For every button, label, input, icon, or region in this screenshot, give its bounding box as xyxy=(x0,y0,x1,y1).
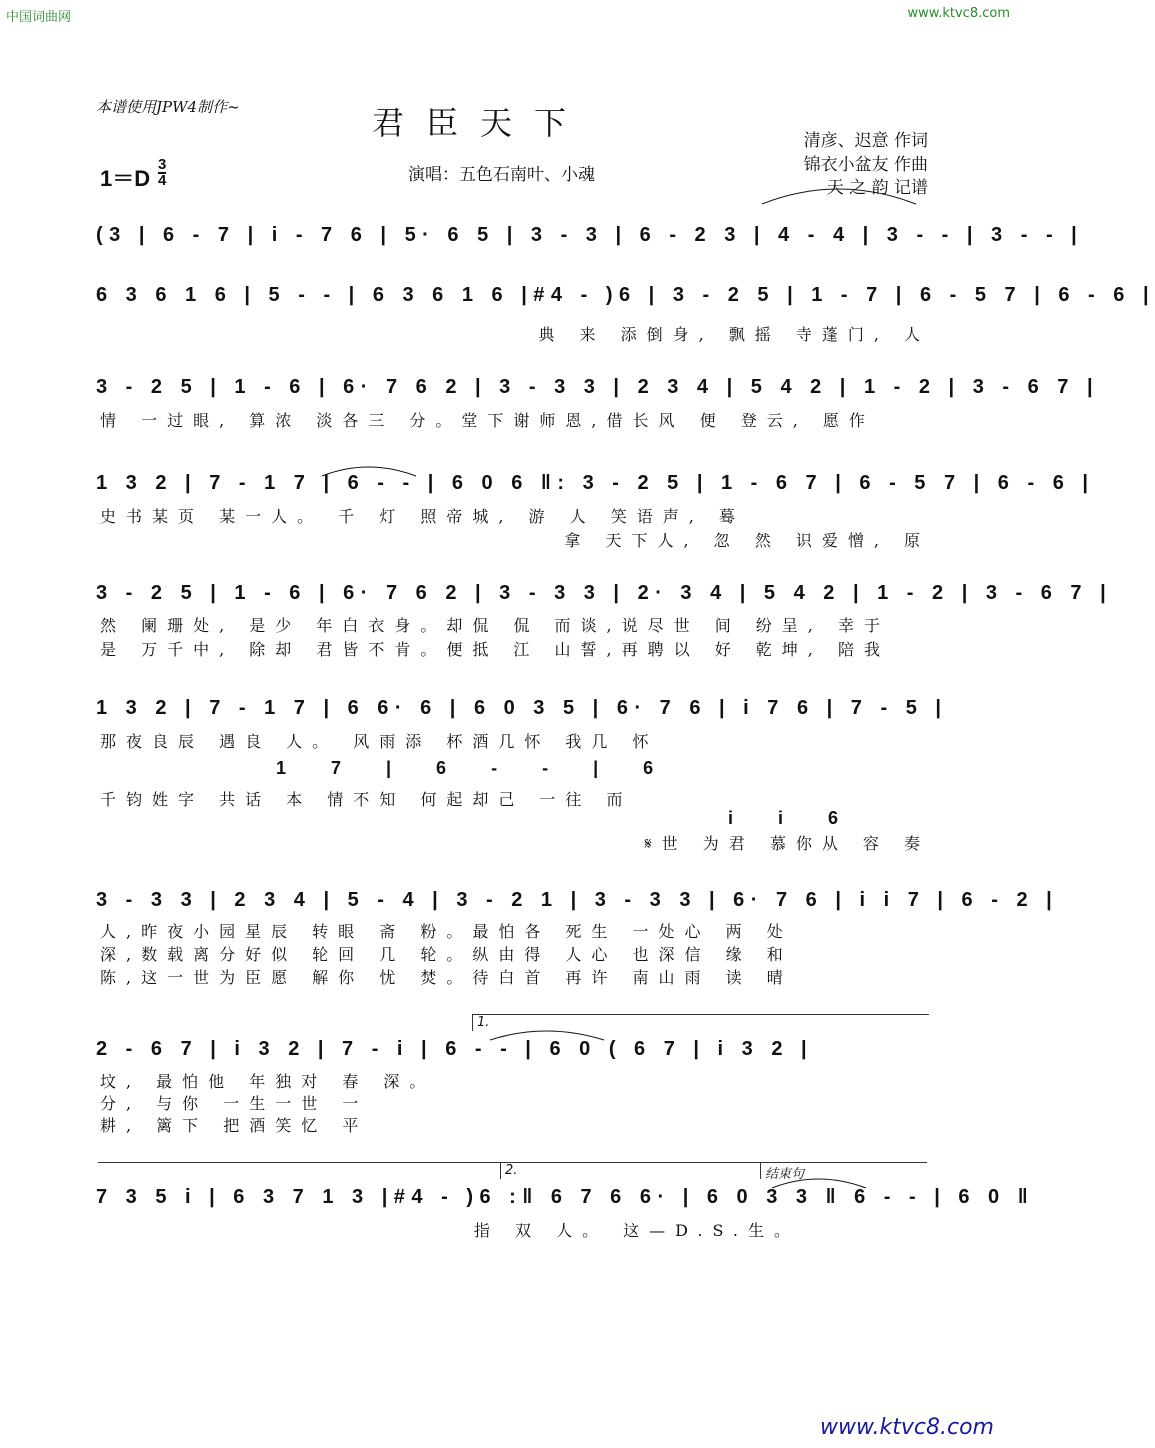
lyric-line-4b: 拿 天下人, 忽 然 识爱憎, 原 xyxy=(564,531,930,550)
page-title: 君臣天下 xyxy=(372,104,589,142)
alt-notes-1: 1 7 | 6 - - | 6 xyxy=(276,758,674,778)
score-line-5: 3 - 2 5 | 1 - 6 | 6· 7 6 2 | 3 - 3 3 | 2· 3 4 | 5 4 2 | 1 - 2 | 3 - 6 7 | xyxy=(96,582,1113,604)
slur-mark xyxy=(760,178,920,208)
lyric-line-8b: 分, 与你 一生一世 一 xyxy=(100,1094,369,1113)
volta-final-ending: 结束句 xyxy=(760,1162,927,1179)
lyric-line-9: 指 双 人。 这—D.S.生。 xyxy=(473,1221,800,1240)
volta-second-ending: 2. xyxy=(500,1162,755,1179)
lyric-line-2: 典 来 添倒身, 飘摇 寺蓬门, 人 xyxy=(538,325,930,344)
score-line-4: 1 3 2 | 7 - 1 7 | 6 - - | 6 0 6 ‖: 3 - 2 5 | 1 - 6 7 | 6 - 5 7 | 6 - 6 | xyxy=(96,472,1095,494)
score-line-3: 3 - 2 5 | 1 - 6 | 6· 7 6 2 | 3 - 3 3 | 2 3 4 | 5 4 2 | 1 - 2 | 3 - 6 7 | xyxy=(96,376,1100,398)
score-line-9: 7 3 5 i | 6 3 7 1 3 |#4 - )6 :‖ 6 7 6 6· | 6 0 3 3 ‖ 6 - - | 6 0 ‖ xyxy=(96,1186,1035,1208)
transcriber-credit: 天 之 韵 记谱 xyxy=(826,178,928,198)
lyric-line-8a: 坟, 最怕他 年独对 春 深。 xyxy=(100,1072,436,1091)
volta-first-ending: 1. xyxy=(472,1014,929,1031)
lyric-line-4a: 史书某页 某一人。 千 灯 照帝城, 游 人 笑语声, 蓦 xyxy=(100,507,745,526)
composer-credit: 锦衣小盆友 作曲 xyxy=(803,155,928,175)
lyric-line-7a: 人,昨夜小园星辰 转眼 斋 粉。最怕各 死生 一处心 两 处 xyxy=(100,922,793,941)
slur-mark xyxy=(320,460,420,480)
lyric-line-7b: 深,数载离分好似 轮回 几 轮。纵由得 人心 也深信 缘 和 xyxy=(100,945,793,964)
lyric-line-5b: 是 万千中, 除却 君皆不肯。便抵 江 山誓,再聘以 好 乾坤, 陪我 xyxy=(100,640,890,659)
time-signature xyxy=(158,158,166,188)
lyric-line-5a: 然 阑珊处, 是少 年白衣身。却侃 侃 而谈,说尽世 间 纷呈, 幸于 xyxy=(100,616,890,635)
score-line-1: (3 | 6 - 7 | i - 7 6 | 5· 6 5 | 3 - 3 | 6 - 2 3 | 4 - 4 | 3 - - | 3 - - | xyxy=(96,224,1084,246)
singer-credit: 演唱：五色石南叶、小魂 xyxy=(408,165,595,185)
slur-mark xyxy=(770,1172,870,1192)
lyric-line-6a: 那夜良辰 遇良 人。 风雨添 杯酒几怀 我几 怀 xyxy=(100,732,659,751)
time-top: 3 xyxy=(158,156,167,173)
alt-notes-2: i i 6 xyxy=(728,808,859,828)
lyric-line-3: 情 一过眼, 算浓 淡各三 分。堂下谢师恩,借长风 便 登云, 愿作 xyxy=(100,411,875,430)
score-line-8: 2 - 6 7 | i 3 2 | 7 - i | 6 - - | 6 0 ( 6 7 | i 3 2 | xyxy=(96,1038,814,1060)
made-with-note: 本谱使用JPW4制作~ xyxy=(96,98,240,116)
slur-mark xyxy=(488,1024,608,1044)
key-signature: 1＝D xyxy=(100,166,151,191)
score-line-6: 1 3 2 | 7 - 1 7 | 6 6· 6 | 6 0 3 5 | 6· 7 6 | i 7 6 | 7 - 5 | xyxy=(96,697,948,719)
score-line-2: 6 3 6 1 6 | 5 - - | 6 3 6 1 6 |#4 - )6 | 3 - 2 5 | 1 - 7 | 6 - 5 7 | 6 - 6 | xyxy=(96,284,1155,306)
lyric-line-7c: 陈,这一世为臣愿 解你 忧 焚。待白首 再许 南山雨 读 晴 xyxy=(100,968,793,987)
score-line-7: 3 - 3 3 | 2 3 4 | 5 - 4 | 3 - 2 1 | 3 - 3 3 | 6· 7 6 | i i 7 | 6 - 2 | xyxy=(96,889,1059,911)
lyricist-credit: 清彦、迟意 作词 xyxy=(803,131,928,151)
time-bottom: 4 xyxy=(158,172,167,189)
watermark-url: www.ktvc8.com xyxy=(819,1415,994,1440)
lyric-line-6c: 𝄋世 为君 慕你从 容 奏 xyxy=(644,834,930,853)
site-url-right: www.ktvc8.com xyxy=(907,6,1010,21)
site-name-left: 中国词曲网 xyxy=(6,10,72,25)
lyric-line-6b: 千钧姓字 共话 本 情不知 何起却己 一往 而 xyxy=(100,790,633,809)
lyric-line-8c: 耕, 篱下 把酒笑忆 平 xyxy=(100,1116,369,1135)
